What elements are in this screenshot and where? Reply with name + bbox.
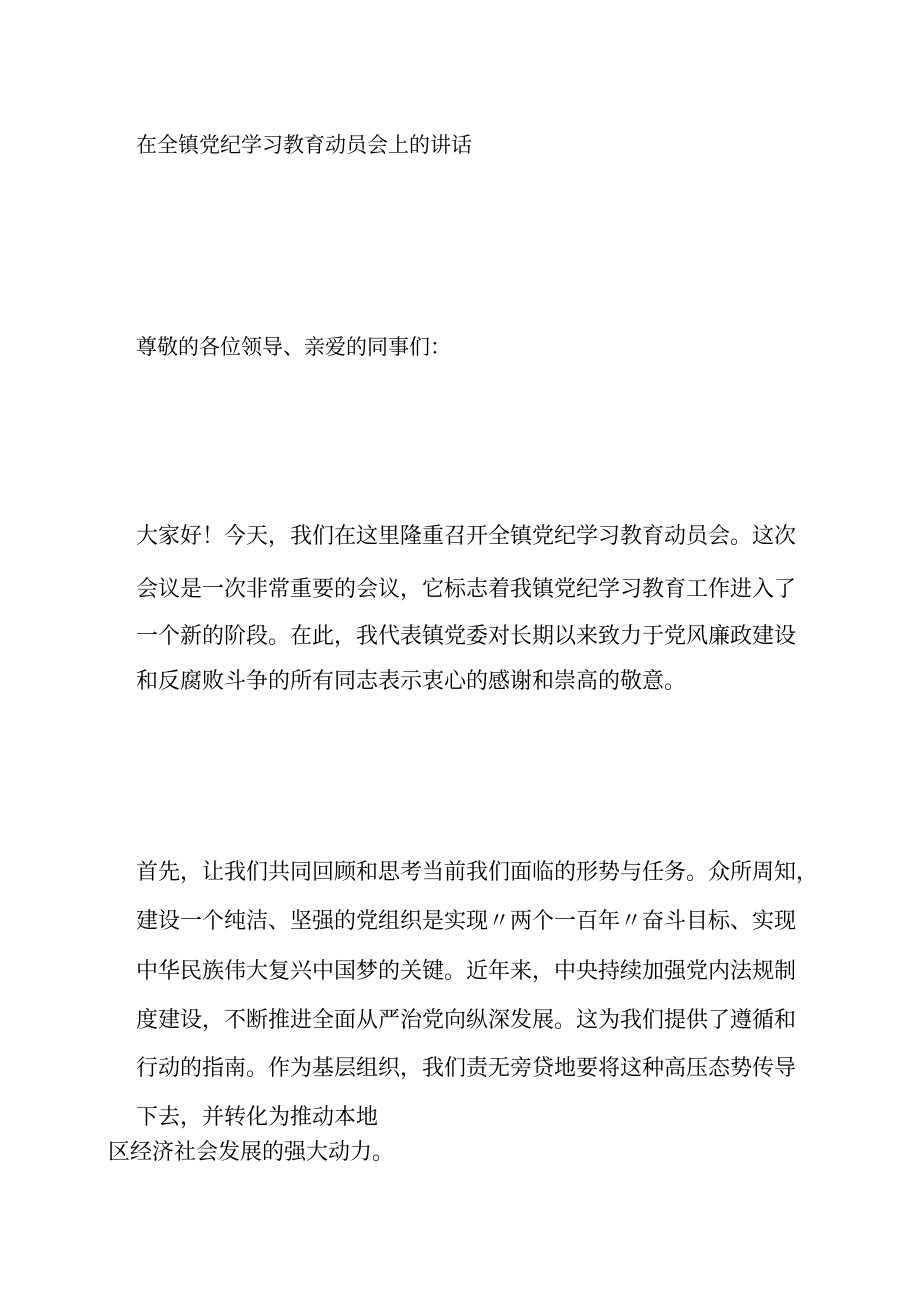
document-title: 在全镇党纪学习教育动员会上的讲话 [136, 133, 472, 157]
paragraph-line: 行动的指南。作为基层组织，我们责无旁贷地要将这种高压态势传导 [136, 1056, 797, 1081]
paragraph-line: 区经济社会发展的强大动力。 [108, 1140, 395, 1165]
paragraph-line: 一个新的阶段。在此，我代表镇党委对长期以来致力于党风廉政建设 [136, 624, 797, 649]
paragraph-line: 下去，并转化为推动本地 [136, 1105, 379, 1130]
salutation: 尊敬的各位领导、亲爱的同事们： [136, 335, 451, 359]
paragraph-line: 建设一个纯洁、坚强的党组织是实现〃两个一百年〃奋斗目标、实现 [136, 909, 797, 934]
paragraph-line: 大家好！今天，我们在这里隆重召开全镇党纪学习教育动员会。这次 [136, 524, 797, 549]
paragraph-line: 度建设，不断推进全面从严治党向纵深发展。这为我们提供了遵循和 [136, 1008, 797, 1033]
paragraph-line: 中华民族伟大复兴中国梦的关键。近年来，中央持续加强党内法规制 [136, 959, 797, 984]
paragraph-line: 首先，让我们共同回顾和思考当前我们面临的形势与任务。众所周知， [136, 860, 819, 885]
paragraph-line: 会议是一次非常重要的会议，它标志着我镇党纪学习教育工作进入了 [136, 577, 797, 602]
paragraph-line: 和反腐败斗争的所有同志表示衷心的感谢和崇高的敬意。 [136, 669, 687, 694]
